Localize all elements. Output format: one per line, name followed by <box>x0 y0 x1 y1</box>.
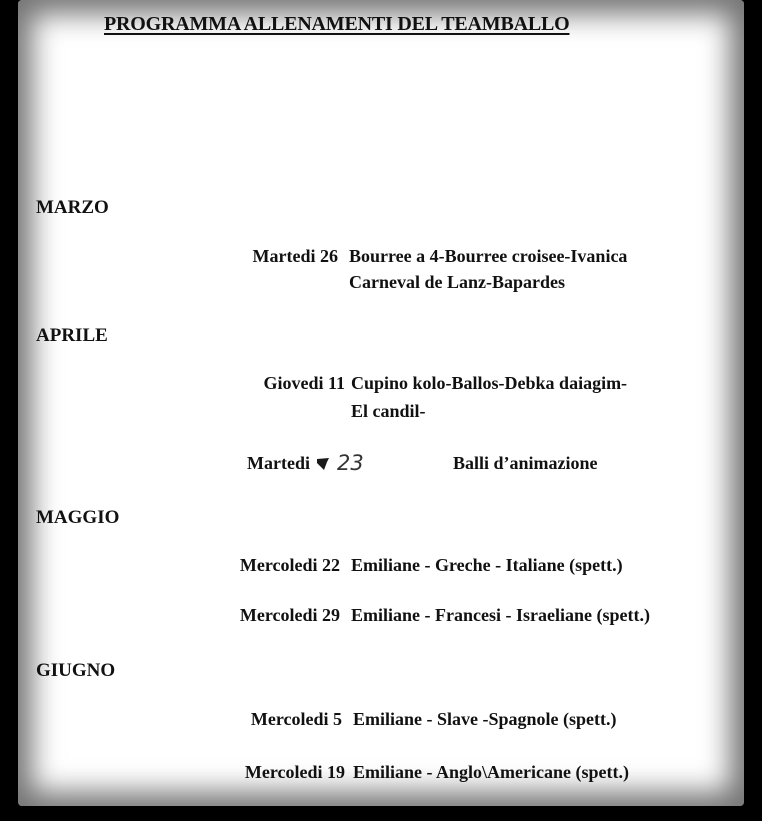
month-heading-marzo: MARZO <box>36 197 109 218</box>
month-heading-giugno: GIUGNO <box>36 660 116 681</box>
session-day: Martedi 26 <box>252 246 338 266</box>
document-title: PROGRAMMA ALLENAMENTI DEL TEAMBALLO <box>104 13 570 35</box>
month-heading-aprile: APRILE <box>36 325 108 346</box>
session-day: Martedi <box>247 453 310 473</box>
session-day: Mercoledi 5 <box>250 709 342 729</box>
session-day: Mercoledi 19 <box>244 762 345 782</box>
session-description: Bourree a 4-Bourree croisee-Ivanica <box>349 246 628 266</box>
handwritten-date: 23 <box>337 451 364 475</box>
month-heading-maggio: MAGGIO <box>36 507 120 528</box>
session-description: Emiliane - Greche - Italiane (spett.) <box>351 555 623 575</box>
session-description: Balli d’animazione <box>453 453 598 473</box>
session-day: Giovedi 11 <box>263 373 345 393</box>
session-day: Mercoledi 22 <box>239 555 340 575</box>
session-description-continued: El candil- <box>351 401 426 421</box>
session-description-continued: Carneval de Lanz-Bapardes <box>349 272 565 292</box>
ink-smudge <box>315 456 331 472</box>
session-day: Mercoledi 29 <box>239 605 340 625</box>
session-description: Emiliane - Francesi - Israeliane (spett.) <box>351 605 650 625</box>
session-description: Emiliane - Anglo\Americane (spett.) <box>353 762 629 782</box>
session-description: Cupino kolo-Ballos-Debka daiagim- <box>351 373 628 393</box>
session-description: Emiliane - Slave -Spagnole (spett.) <box>353 709 617 729</box>
